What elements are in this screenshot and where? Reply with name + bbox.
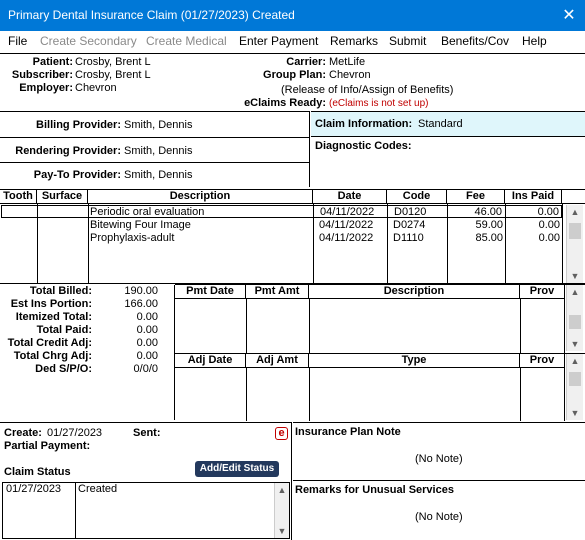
menu-benefits-cov[interactable]: Benefits/Cov: [441, 34, 510, 48]
col-fee: Fee: [447, 190, 505, 204]
est-ins-portion: 166.00: [124, 298, 158, 310]
status-date: 01/27/2023: [6, 483, 62, 495]
scroll-down-icon[interactable]: ▼: [570, 408, 580, 418]
rendering-provider-label: Rendering Provider:: [15, 145, 121, 157]
diagnostic-codes-label: Diagnostic Codes:: [315, 140, 412, 152]
adjustments-scrollbar[interactable]: [566, 354, 583, 420]
row-date: 04/11/2022: [319, 219, 374, 231]
row-fee: 85.00: [475, 232, 503, 244]
plan-note-label: Insurance Plan Note: [295, 426, 401, 438]
menu-submit[interactable]: Submit: [389, 34, 427, 48]
scroll-down-icon[interactable]: ▼: [570, 271, 580, 281]
total-billed: 190.00: [124, 285, 158, 297]
claim-info-value: Standard: [418, 118, 463, 130]
billing-provider-label: Billing Provider:: [36, 119, 121, 131]
totals-panel: Total Billed: 190.00 Est Ins Portion: 166.00 Itemized Total: 0.00 Total Paid: 0.00 Total Credit Adj: 0.00 Total Chrg Adj: 0.00 Ded S/P/O: 0/0/0: [0, 285, 175, 420]
row-date: 04/11/2022: [319, 232, 374, 244]
col-surface: Surface: [37, 190, 88, 204]
remarks-label: Remarks for Unusual Services: [295, 484, 454, 496]
carrier-label: Carrier:: [286, 56, 326, 68]
eclaim-icon[interactable]: e: [275, 427, 288, 440]
create-date: 01/27/2023: [47, 427, 103, 439]
window-title: Primary Dental Insurance Claim (01/27/2023) Created: [8, 8, 295, 22]
menu-file[interactable]: File: [8, 34, 28, 48]
row-code: D0274: [393, 219, 426, 231]
col-code: Code: [387, 190, 447, 204]
list-item[interactable]: [3, 483, 273, 496]
remarks-unusual-services: [293, 480, 585, 540]
row-description: Periodic oral evaluation: [90, 206, 205, 218]
col-adj-date: Adj Date: [175, 354, 246, 368]
total-credit-adj: 0.00: [136, 337, 158, 349]
row-fee: 46.00: [474, 206, 502, 218]
scroll-down-icon[interactable]: ▼: [570, 339, 580, 349]
total-chrg-adj: 0.00: [136, 350, 158, 362]
row-ins-paid: 0.00: [537, 206, 559, 218]
col-tooth: Tooth: [0, 190, 37, 204]
plan-note-text: (No Note): [415, 453, 463, 465]
employer-label: Employer:: [19, 82, 73, 94]
eclaims-label: eClaims Ready:: [244, 97, 326, 109]
insurance-plan-note: [293, 422, 585, 480]
col-date: Date: [313, 190, 387, 204]
col-pmt-prov: Prov: [520, 285, 565, 299]
scroll-up-icon[interactable]: ▲: [277, 485, 287, 495]
col-ins-paid: Ins Paid: [505, 190, 562, 204]
group-plan-name: Chevron: [329, 69, 371, 81]
row-ins-paid: 0.00: [538, 219, 560, 231]
claim-info-label: Claim Information:: [315, 118, 413, 130]
total-paid: 0.00: [136, 324, 158, 336]
adjustments-grid: [175, 353, 585, 421]
menu-bar: [0, 31, 585, 51]
status-scrollbar[interactable]: [274, 483, 289, 538]
employer-name: Chevron: [75, 82, 117, 94]
billing-provider: Smith, Dennis: [124, 119, 193, 131]
sent-label: Sent:: [133, 427, 161, 439]
patient-label: Patient:: [32, 56, 73, 68]
menu-enter-payment[interactable]: Enter Payment: [239, 34, 319, 48]
create-label: Create:: [4, 427, 42, 439]
row-description: Prophylaxis-adult: [90, 232, 175, 244]
window-titlebar: [0, 0, 585, 31]
subscriber-name: Crosby, Brent L: [75, 69, 151, 81]
status-text: Created: [78, 483, 118, 495]
col-adj-type: Type: [309, 354, 520, 368]
claim-header: [0, 53, 585, 110]
remarks-text: (No Note): [415, 511, 463, 523]
carrier-name: MetLife: [329, 56, 366, 68]
col-adj-amt: Adj Amt: [246, 354, 309, 368]
col-adj-prov: Prov: [520, 354, 565, 368]
deductible-spo: 0/0/0: [133, 363, 158, 375]
procedures-table: [0, 189, 585, 284]
payments-grid: [175, 284, 585, 352]
menu-create-medical[interactable]: Create Medical: [146, 34, 227, 48]
procedures-scrollbar[interactable]: [566, 205, 583, 283]
menu-remarks[interactable]: Remarks: [330, 34, 379, 48]
table-row[interactable]: [1, 232, 562, 245]
claim-status-panel: [0, 422, 292, 540]
col-pmt-date: Pmt Date: [175, 285, 246, 299]
itemized-total: 0.00: [136, 311, 158, 323]
payto-provider-label: Pay-To Provider:: [33, 169, 121, 181]
release-of-info-note: (Release of Info/Assign of Benefits): [281, 84, 454, 96]
table-row[interactable]: [1, 219, 562, 232]
table-row[interactable]: [1, 205, 562, 218]
scroll-up-icon[interactable]: ▲: [570, 356, 580, 366]
rendering-provider: Smith, Dennis: [124, 145, 193, 157]
claim-information: [311, 111, 585, 137]
claim-status-list: [2, 482, 290, 539]
payto-provider: Smith, Dennis: [124, 169, 193, 181]
scroll-up-icon[interactable]: ▲: [570, 287, 580, 297]
col-pmt-amt: Pmt Amt: [246, 285, 309, 299]
claim-status-label: Claim Status: [4, 466, 71, 478]
partial-payment-label: Partial Payment:: [4, 440, 91, 452]
menu-help[interactable]: Help: [522, 34, 547, 48]
subscriber-label: Subscriber:: [11, 69, 73, 81]
row-fee: 59.00: [475, 219, 503, 231]
patient-name: Crosby, Brent L: [75, 56, 151, 68]
payments-scrollbar[interactable]: [566, 285, 583, 351]
scroll-down-icon[interactable]: ▼: [277, 526, 287, 536]
col-pmt-description: Description: [309, 285, 520, 299]
diagnostic-codes: [311, 137, 585, 187]
scroll-up-icon[interactable]: ▲: [570, 207, 580, 217]
row-description: Bitewing Four Image: [90, 219, 191, 231]
eclaims-status: (eClaims is not set up): [329, 98, 429, 109]
row-ins-paid: 0.00: [538, 232, 560, 244]
col-description: Description: [88, 190, 313, 204]
group-plan-label: Group Plan:: [263, 69, 326, 81]
close-icon[interactable]: ✕: [562, 7, 576, 24]
providers-panel: [0, 111, 310, 187]
row-code: D1110: [393, 232, 424, 244]
row-code: D0120: [394, 206, 427, 218]
add-edit-status-button[interactable]: Add/Edit Status: [195, 461, 279, 477]
menu-create-secondary[interactable]: Create Secondary: [40, 34, 137, 48]
row-date: 04/11/2022: [320, 206, 375, 218]
